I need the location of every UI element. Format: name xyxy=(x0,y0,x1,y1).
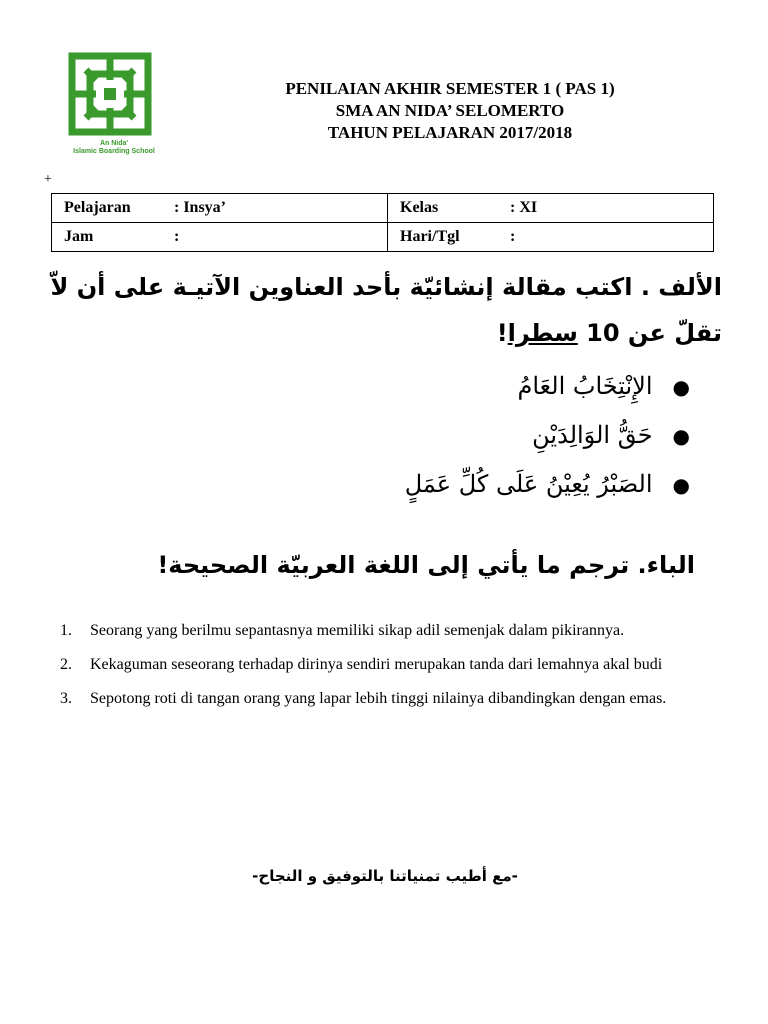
list-item xyxy=(60,614,676,648)
sentence-text: Sepotong roti di tangan orang yang lapar lebih tinggi nilainya dibandingkan dengan emas. xyxy=(90,690,667,707)
info-row-1 xyxy=(52,194,714,223)
school-emblem-icon xyxy=(66,50,154,138)
sentence-text: Seorang yang berilmu sepantasnya memiliki sikap adil semenjak dalam pikirannya. xyxy=(90,622,625,639)
info-row-2 xyxy=(52,223,714,252)
exam-header xyxy=(200,78,700,144)
bullet-icon: ● xyxy=(672,375,690,399)
list-item xyxy=(60,648,676,682)
item-number: 2. xyxy=(60,656,72,673)
subject-value: : Insya’ xyxy=(174,199,227,216)
logo-caption-line2: Islamic Boarding School xyxy=(73,148,155,155)
school-logo xyxy=(58,50,170,156)
sentence-text: Kekaguman seseorang terhadap dirinya sendiri merupakan tanda dari lemahnya akal budi xyxy=(90,656,663,673)
class-label: Kelas xyxy=(400,199,439,216)
translation-sentences-list xyxy=(60,614,676,716)
class-cell xyxy=(388,194,714,223)
bullet-icon: ● xyxy=(672,473,690,497)
list-item xyxy=(300,411,690,460)
section-b-instruction: الباء. ترجم ما يأتي إلى اللغة العربيّة الصحيحة! xyxy=(157,551,695,579)
date-label: Hari/Tgl xyxy=(400,228,460,245)
time-cell xyxy=(52,223,388,252)
subject-label: Pelajaran xyxy=(64,199,131,216)
time-value: : xyxy=(174,228,180,245)
section-a-end: ! xyxy=(496,319,508,347)
header-school: SMA AN NIDA’ SELOMERTO xyxy=(335,101,565,120)
topic-text: الصَبْرُ يُعِيْنُ عَلَى كُلِّ عَمَلٍ xyxy=(404,470,653,498)
logo-caption-line1: An Nida' xyxy=(99,140,129,147)
header-year: TAHUN PELAJARAN 2017/2018 xyxy=(327,123,573,142)
section-a-underlined: سطرا xyxy=(507,319,578,347)
subject-cell xyxy=(52,194,388,223)
plus-mark: + xyxy=(44,172,52,187)
essay-topics-list xyxy=(300,362,690,509)
logo-caption xyxy=(58,140,170,156)
section-a-instruction xyxy=(44,264,722,356)
item-number: 1. xyxy=(60,622,72,639)
list-item xyxy=(300,460,690,509)
closing-wish: -مع أطيب تمنياتنا بالتوفيق و النجاح- xyxy=(252,867,518,885)
list-item xyxy=(60,682,676,716)
time-label: Jam xyxy=(64,228,94,245)
topic-text: حَقُّ الوَالِدَيْنِ xyxy=(532,421,653,449)
bullet-icon: ● xyxy=(672,424,690,448)
section-a-text: الألف . اكتب مقالة إنشائيّة بأحد العناوين الآتيـة على أن لاّ تقلّ عن 10 xyxy=(50,273,722,347)
header-title: PENILAIAN AKHIR SEMESTER 1 ( PAS 1) xyxy=(285,79,615,98)
class-value: : XI xyxy=(510,199,538,216)
topic-text: الإِنْتِخَابُ العَامُ xyxy=(517,372,653,400)
item-number: 3. xyxy=(60,690,72,707)
exam-info-table xyxy=(51,193,714,252)
list-item xyxy=(300,362,690,411)
date-value: : xyxy=(510,228,516,245)
date-cell xyxy=(388,223,714,252)
